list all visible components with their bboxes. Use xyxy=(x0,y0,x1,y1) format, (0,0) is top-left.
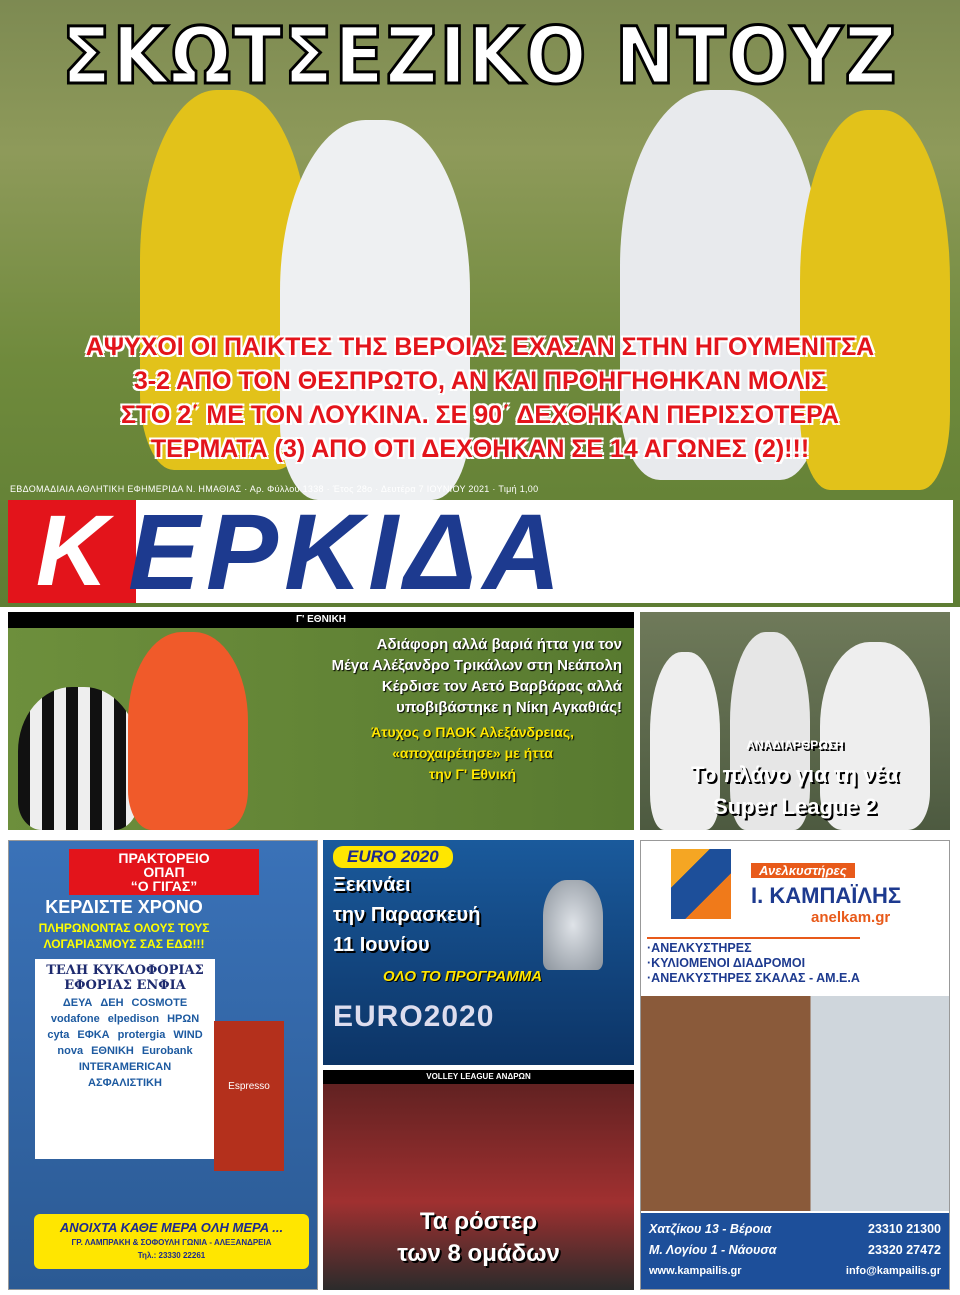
lift-tag: Ανελκυστήρες xyxy=(751,863,855,878)
ad-headline: ΚΕΡΔΙΣΤΕ ΧΡΟΝΟ xyxy=(45,897,203,917)
company-logo: ΔΕΗ xyxy=(100,997,124,1009)
service-item: ·ΑΝΕΛΚΥΣΤΗΡΕΣ xyxy=(647,941,752,955)
trophy-icon xyxy=(543,880,603,970)
cover-photo xyxy=(0,0,960,612)
euro-program: ΟΛΟ ΤΟ ΠΡΟΓΡΑΜΜΑ xyxy=(383,968,543,985)
euro-line: την Παρασκευή xyxy=(333,904,481,926)
lift-services xyxy=(647,937,860,986)
sub-line: «αποχαιρέτησε» με ήττα xyxy=(392,745,553,761)
company-logo: Eurobank xyxy=(141,1045,193,1057)
address: Χατζίκου 13 - Βέροια xyxy=(649,1222,772,1236)
elevator-advertisement[interactable] xyxy=(640,840,950,1290)
section-label: VOLLEY LEAGUE ΑΝΔΡΩΝ xyxy=(323,1070,634,1084)
ad-sub: ΛΟΓΑΡΙΑΣΜΟΥΣ ΣΑΣ ΕΔΩ!!! xyxy=(43,937,205,951)
company-logo: ΕΘΝΙΚΗ xyxy=(91,1045,134,1057)
company-logo: ΔΕΥΑ xyxy=(62,997,93,1009)
story-line: Μέγα Αλέξανδρο Τρικάλων στη Νεάπολη xyxy=(331,657,622,674)
fee-line: ΤΕΛΗ ΚΥΚΛΟΦΟΡΙΑΣ xyxy=(46,963,204,978)
company-logo: elpedison xyxy=(107,1013,160,1025)
service-item: ·ΚΥΛΙΟΜΕΝΟΙ ΔΙΑΔΡΟΜΟΙ xyxy=(647,956,806,970)
opening-hours-box xyxy=(34,1214,309,1269)
newspaper-logo xyxy=(8,491,953,612)
opap-line: ΠΡΑΚΤΟΡΕΙΟ xyxy=(118,850,210,866)
player-paok xyxy=(18,687,138,830)
league-title-2: Super League 2 xyxy=(713,794,877,819)
company-logo: vodafone xyxy=(50,1013,100,1025)
euro-badge: EURO 2020 xyxy=(333,846,453,868)
stairlift-photo xyxy=(641,996,949,1211)
opap-line: “Ο ΓΙΓΑΣ” xyxy=(130,878,198,894)
volley-league-story[interactable] xyxy=(323,1070,634,1290)
company-logo: INTERAMERICAN xyxy=(78,1061,172,1073)
company-logo: ΗΡΩΝ xyxy=(167,1013,200,1025)
ad-sub: ΠΛΗΡΩΝΟΝΤΑΣ ΟΛΟΥΣ ΤΟΥΣ xyxy=(38,921,210,935)
fee-line: ΕΦΟΡΙΑΣ ΕΝΦΙΑ xyxy=(64,978,186,993)
story-super-league-2[interactable] xyxy=(640,612,950,830)
company-logo: WIND xyxy=(173,1029,203,1041)
company-logo: nova xyxy=(57,1045,84,1057)
coffee-pack: Espresso xyxy=(214,1021,284,1171)
contact-box xyxy=(641,1213,949,1289)
company-logo: COSMOTE xyxy=(131,997,188,1009)
league-title: Το πλάνο για τη νέα xyxy=(691,762,899,787)
company-logos xyxy=(39,997,211,1089)
lift-company: Ι. ΚΑΜΠΑΪΛΗΣ xyxy=(751,883,902,908)
website-link[interactable]: www.kampailis.gr xyxy=(649,1265,742,1277)
email-link[interactable]: info@kampailis.gr xyxy=(845,1265,941,1277)
lift-site: anelkam.gr xyxy=(811,909,891,926)
player-orange xyxy=(128,632,248,830)
headline-line: 3-2 ΑΠΟ ΤΟΝ ΘΕΣΠΡΩΤΟ, ΑΝ ΚΑΙ ΠΡΟΗΓΗΘΗΚΑΝ ΜΟΛΙΣ xyxy=(133,367,827,395)
service-item: ·ΑΝΕΛΚΥΣΤΗΡΕΣ ΣΚΑΛΑΣ - ΑΜ.Ε.Α xyxy=(647,971,860,985)
bills-box xyxy=(35,959,215,1159)
euro-logo: EURO2020 xyxy=(333,1000,495,1033)
phone: 23310 21300 xyxy=(868,1222,941,1236)
story-subheadline xyxy=(371,722,574,785)
story-line: Κέρδισε τον Αετό Βαρβάρας αλλά xyxy=(381,678,622,695)
section-label: Γ' ΕΘΝΙΚΗ xyxy=(8,612,634,628)
opap-box xyxy=(69,849,259,895)
sub-line: την Γ' Εθνική xyxy=(429,766,517,782)
euro-2020-story[interactable] xyxy=(323,840,634,1065)
volley-title-2: των 8 ομάδων xyxy=(397,1240,560,1267)
company-logo: ΕΦΚΑ xyxy=(77,1029,110,1041)
address-text: ΓΡ. ΛΑΜΠΡΑΚΗ & ΣΟΦΟΥΛΗ ΓΩΝΙΑ - ΑΛΕΞΑΝΔΡΕΙΑ xyxy=(71,1238,272,1247)
headline-line: ΣΤΟ 2΄ ΜΕ ΤΟΝ ΛΟΥΚΙΝΑ. ΣΕ 90΄ ΔΕΧΘΗΚΑΝ ΠΕΡΙΣΣΟΤΕΡΑ xyxy=(121,401,839,429)
main-title: ΣΚΩΤΣΕΖΙΚΟ ΝΤΟΥΖ xyxy=(61,12,899,102)
story-line: υποβιβάστηκε η Νίκη Αγκαθιάς! xyxy=(396,699,622,716)
headline-line: ΤΕΡΜΑΤΑ (3) ΑΠΟ ΟΤΙ ΔΕΧΘΗΚΑΝ ΣΕ 14 ΑΓΩΝΕΣ (2)!!! xyxy=(150,435,810,463)
masthead-info: ΕΒΔΟΜΑΔΙΑΙΑ ΑΘΛΗΤΙΚΗ ΕΦΗΜΕΡΙΔΑ Ν. ΗΜΑΘΙΑΣ · Αρ. Φύλλου 1338 · Έτος 28ο · Δευτέρα 7 ΙΟΥΝΙΟΥ 2021 · Τιμή 1,00 xyxy=(10,484,539,494)
opap-line: ΟΠΑΠ xyxy=(143,864,185,880)
euro-line: 11 Ιουνίου xyxy=(333,934,430,956)
phone: 23320 27472 xyxy=(868,1243,941,1257)
phone-text: Τηλ.: 23330 22261 xyxy=(137,1251,206,1260)
story-line: Αδιάφορη αλλά βαριά ήττα για τον xyxy=(376,636,622,653)
league-kicker: ΑΝΑΔΙΑΡΘΡΩΣΗ xyxy=(746,738,844,752)
address: Μ. Λογίου 1 - Νάουσα xyxy=(649,1243,777,1257)
company-logo: cyta xyxy=(47,1029,70,1041)
euro-line: Ξεκινάει xyxy=(333,874,411,896)
story-headline xyxy=(332,634,622,718)
story-third-division[interactable] xyxy=(8,612,634,830)
company-logo: protergia xyxy=(117,1029,166,1041)
open-text: ΑΝΟΙΧΤΑ ΚΑΘΕ ΜΕΡΑ ΟΛΗ ΜΕΡΑ ... xyxy=(59,1220,284,1235)
logo-text: ΕΡΚΙΔΑ xyxy=(128,491,567,612)
volley-title: Τα ρόστερ xyxy=(419,1208,538,1235)
headline-line: ΑΨΥΧΟΙ ΟΙ ΠΑΙΚΤΕΣ ΤΗΣ ΒΕΡΟΙΑΣ ΕΧΑΣΑΝ ΣΤΗΝ ΗΓΟΥΜΕΝΙΤΣΑ xyxy=(85,333,875,361)
opap-advertisement[interactable] xyxy=(8,840,318,1290)
cubes-logo-icon xyxy=(671,849,731,919)
logo-k: Κ xyxy=(8,500,136,603)
main-headline xyxy=(0,330,960,466)
company-logo: ΑΣΦΑΛΙΣΤΙΚΗ xyxy=(88,1077,162,1089)
sub-line: Άτυχος ο ΠΑΟΚ Αλεξάνδρειας, xyxy=(371,724,574,740)
